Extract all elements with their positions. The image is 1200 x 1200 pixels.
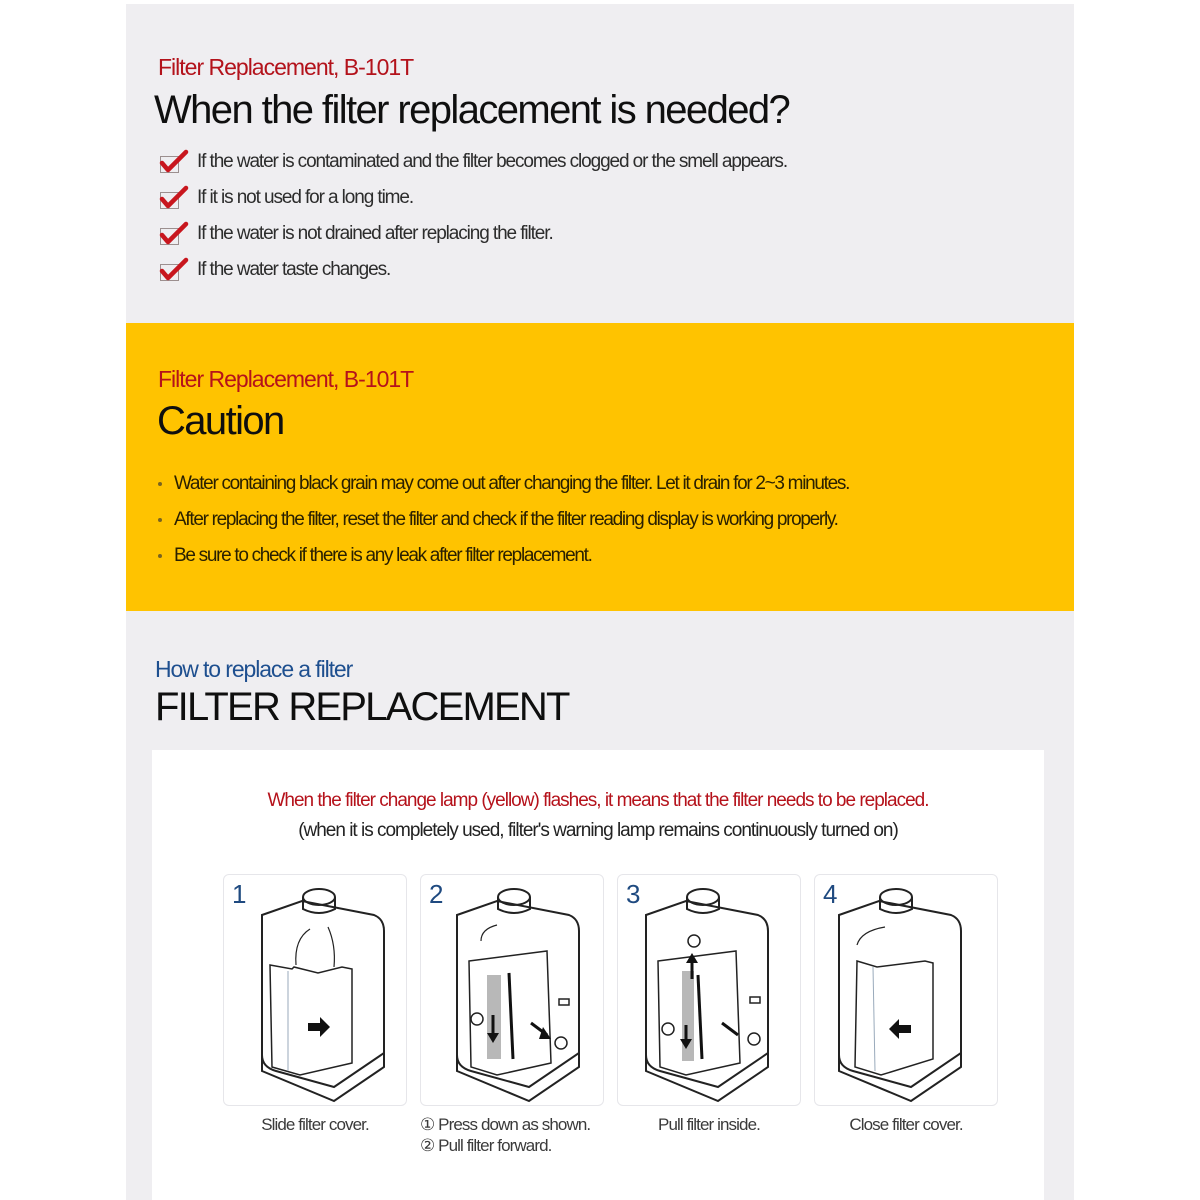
bullet-icon <box>158 554 162 558</box>
purifier-close-cover-icon <box>815 875 999 1107</box>
caution-section <box>126 323 1074 611</box>
checklist-text: If it is not used for a long time. <box>197 187 414 208</box>
checklist-text: If the water is not drained after replacing the filter. <box>197 223 553 244</box>
section-title: Caution <box>157 399 284 443</box>
step-number: 2 <box>429 879 444 909</box>
bullet-icon <box>158 482 162 486</box>
lamp-notice-detail: (when it is completely used, filter's warning lamp remains continuously turned on) <box>298 820 898 841</box>
checklist-text: If the water taste changes. <box>197 259 391 280</box>
how-to-section <box>126 611 1074 1200</box>
caution-text: Be sure to check if there is any leak after filter replacement. <box>174 545 592 566</box>
caution-list <box>158 466 849 574</box>
caution-text: Water containing black grain may come out after changing the filter. Let it drain for 2~3 minutes. <box>174 473 850 494</box>
when-replace-section <box>126 4 1074 323</box>
checklist-item <box>159 216 787 252</box>
section-eyebrow: Filter Replacement, B-101T <box>158 54 414 80</box>
step-number: 4 <box>823 879 838 909</box>
step-number: 1 <box>232 879 247 909</box>
step-number: 3 <box>626 879 641 909</box>
step-illustration <box>420 874 604 1106</box>
checkmark-icon <box>159 185 185 211</box>
caution-item <box>158 502 849 538</box>
purifier-pull-filter-icon <box>618 875 802 1107</box>
step-caption: Slide filter cover. <box>261 1115 369 1134</box>
purifier-slide-cover-icon <box>224 875 408 1107</box>
caution-item <box>158 538 849 574</box>
step-illustration <box>223 874 407 1106</box>
step-1 <box>223 874 407 1156</box>
caution-text: After replacing the filter, reset the filter and check if the filter reading display is working properly. <box>174 509 838 530</box>
checklist-item <box>159 144 787 180</box>
product-info-page <box>126 4 1074 1200</box>
section-eyebrow: Filter Replacement, B-101T <box>158 366 414 392</box>
step-caption: ① Press down as shown. <box>420 1115 591 1134</box>
step-4 <box>814 874 998 1156</box>
condition-checklist <box>159 144 787 288</box>
lamp-notice: When the filter change lamp (yellow) flashes, it means that the filter needs to be replaced. <box>267 790 929 811</box>
checkmark-icon <box>159 221 185 247</box>
step-3 <box>617 874 801 1156</box>
checklist-item <box>159 180 787 216</box>
instructions-card <box>152 750 1044 1200</box>
section-eyebrow: How to replace a filter <box>155 656 353 682</box>
checklist-item <box>159 252 787 288</box>
purifier-press-pull-icon <box>421 875 605 1107</box>
checkmark-icon <box>159 257 185 283</box>
section-title: FILTER REPLACEMENT <box>155 685 569 729</box>
section-title: When the filter replacement is needed? <box>154 88 790 132</box>
bullet-icon <box>158 518 162 522</box>
step-caption: Pull filter inside. <box>658 1115 760 1134</box>
step-illustration <box>617 874 801 1106</box>
steps-row <box>223 874 998 1156</box>
checklist-text: If the water is contaminated and the filter becomes clogged or the smell appears. <box>197 151 787 172</box>
caution-item <box>158 466 849 502</box>
step-caption-2: ② Pull filter forward. <box>420 1136 552 1155</box>
checkmark-icon <box>159 149 185 175</box>
step-2 <box>420 874 604 1156</box>
step-caption: Close filter cover. <box>849 1115 963 1134</box>
step-illustration <box>814 874 998 1106</box>
